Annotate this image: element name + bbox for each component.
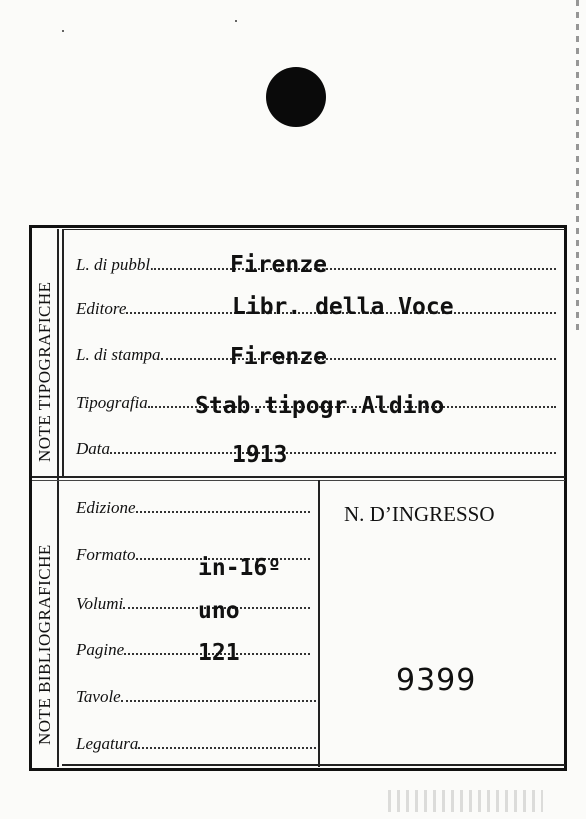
field-label: Volumi [76,594,124,613]
field-value-pagine: 121 [198,640,240,666]
field-value-editore: Libr. della Voce [232,294,454,320]
speck [235,20,237,22]
section-label-bibliographic: NOTE BIBLIOGRAFICHE [35,544,54,745]
bottom-rule [62,764,565,766]
field-value-luogo-pubblicazione: Firenze [230,252,327,278]
card-edge-shadow [576,0,579,330]
field-value-formato: in-16º [198,555,282,581]
dotted-line [138,747,316,749]
field-row-legatura [76,734,316,754]
section-divider-thin [32,480,565,481]
dotted-line [161,358,556,360]
field-value-tipografia: Stab.tipogr.Aldino [195,393,445,419]
dotted-line [136,511,311,513]
ingresso-number: 9399 [396,663,477,698]
dotted-line [154,268,556,270]
field-label: Edizione [76,498,136,517]
section-divider [32,476,565,478]
speck [62,30,64,32]
field-label: Editore [76,299,127,318]
field-row-data [76,439,556,459]
dotted-line [121,700,316,702]
ingresso-heading: N. D’INGRESSO [344,502,495,526]
field-value-luogo-stampa: Firenze [230,344,327,370]
field-label: L. di pubbl. [76,255,155,274]
punch-hole [266,67,326,127]
field-row-tavole [76,687,316,707]
dotted-line [110,452,556,454]
field-value-volumi: uno [198,598,240,624]
field-value-data: 1913 [232,442,288,468]
field-label: Tipografia [76,393,148,412]
ingresso-divider [318,480,320,767]
field-label: Tavole [76,687,121,706]
field-row-pagine [76,640,310,660]
field-row-volumi [76,594,310,614]
field-label: L. di stampa [76,345,161,364]
field-label: Data [76,439,110,458]
field-label: Formato [76,545,136,564]
field-label: Legatura [76,734,139,753]
field-row-edizione [76,498,310,518]
scan-smudge [388,790,543,812]
field-label: Pagine [76,640,125,659]
section-label-typographic: NOTE TIPOGRAFICHE [35,281,54,462]
frame-inner-rule [57,229,59,767]
